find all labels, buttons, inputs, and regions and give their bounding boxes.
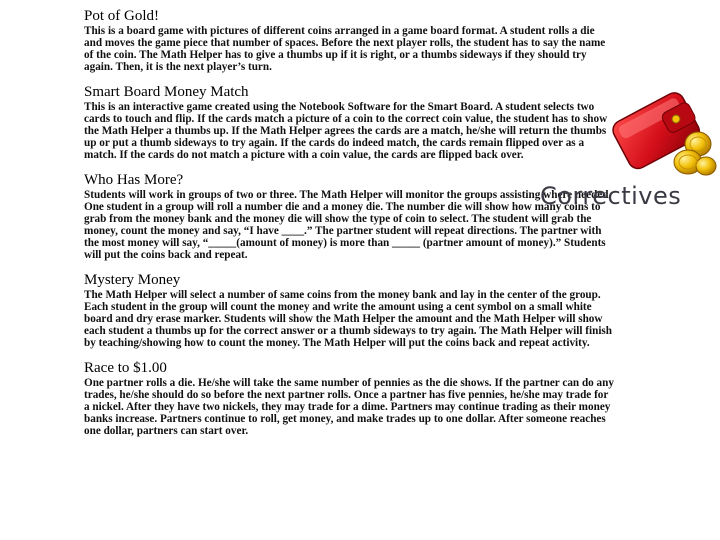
section-text: The Math Helper will select a number of same coins from the money bank and lay in the center of the group. Each student in the group will count the money and write the amount using a cent symbol on a small white board and dry erase marker. Students will show the Math Helper the amount and the Math Helper will show each student a thumbs up for the correct answer or a thumb sideways to try again. The Math Helper will finish by teaching/showing how to count the money. The Math Helper will put the coins back and repeat activity. bbox=[84, 289, 613, 349]
section-title: Smart Board Money Match bbox=[84, 84, 249, 100]
section-smart-board-money-match bbox=[84, 84, 614, 161]
correctives-heading: Correctives bbox=[540, 182, 682, 210]
section-title: Mystery Money bbox=[84, 272, 181, 288]
wallet-with-gold-coins-icon bbox=[610, 82, 718, 182]
section-race-to-dollar bbox=[84, 360, 614, 437]
section-title: Pot of Gold! bbox=[84, 8, 159, 24]
section-title: Race to $1.00 bbox=[84, 360, 167, 376]
section-mystery-money bbox=[84, 272, 614, 349]
section-text: This is an interactive game created using the Notebook Software for the Smart Board. A student selects two cards to touch and flip. If the cards match a picture of a coin to the correct coin value, the student has to show the Math Helper a thumbs up. If the Math Helper agrees the cards are a match, he/she will return the thumbs up or put a thumb sideways to try again. If the cards do indeed match, the cards remain flipped over as a match. If the cards do not match a picture with a coin value, the cards are flipped back over. bbox=[84, 101, 608, 161]
section-who-has-more bbox=[84, 172, 614, 261]
section-title: Who Has More? bbox=[84, 172, 184, 188]
section-text: Students will work in groups of two or three. The Math Helper will monitor the groups assisting where needed. One student in a group will roll a number die and a money die. The number die will show how many coins to grab from the money bank and the money die will show the type of coin to select. The student will grab the money, count the money and say, “I have ____.” The partner student will repeat directions. The partner with the most money will say, “_____(amount of money) is more than _____ (partner amount of money).” Students will put the coins back and repeat. bbox=[84, 189, 612, 261]
section-text: One partner rolls a die. He/she will take the same number of pennies as the die shows. If the partner can do any trades, he/she should do so before the next partner rolls. Once a partner has five pennies, he/she may trade for a nickel. After they have two nickels, they may trade for a dime. Partners may continue trading as their money banks increase. Partners continue to roll, get money, and make trades up to one dollar. After someone reaches one dollar, partners can start over. bbox=[84, 377, 614, 437]
document-body bbox=[84, 8, 614, 448]
section-pot-of-gold bbox=[84, 8, 614, 73]
section-text: This is a board game with pictures of different coins arranged in a game board format. A student rolls a die and moves the game piece that number of spaces. Before the next player rolls, the student has to say the name of the coin. The Math Helper has to give a thumbs up if it is right, or a thumbs sideways if they should try again. Then, it is the next player’s turn. bbox=[84, 25, 606, 73]
